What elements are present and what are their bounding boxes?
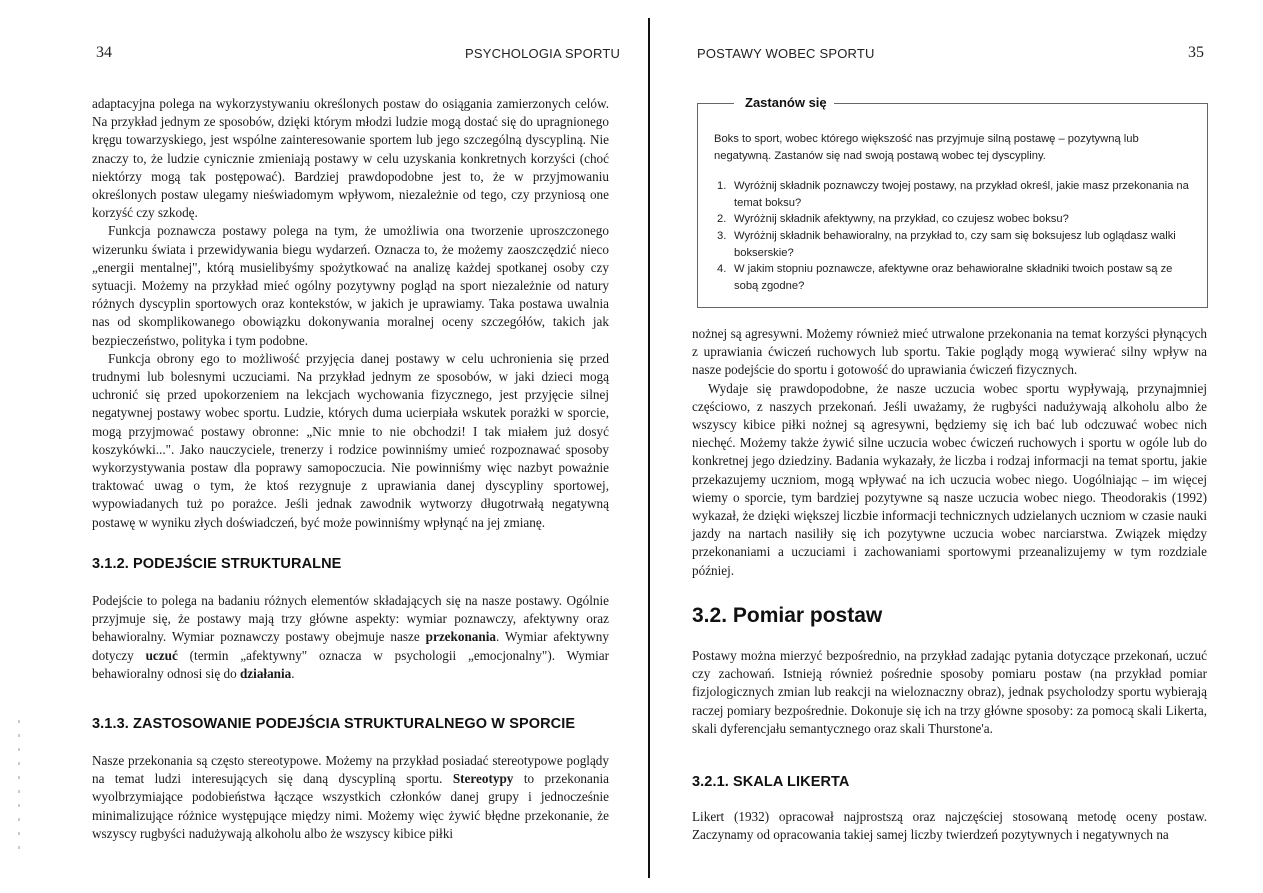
left-paragraph-3: Funkcja obrony ego to możliwość przyjęcia danej postawy w celu uchronienia się przed trudnymi lub bolesnymi uczuciami. Na przykład jednym ze sposobów, w jaki dzieci mogą uchronić się przed upokorzeniem na lekcjach wychowania fizycznego, jest przyjęcie silnej negatywnej postawy wobec sportu. Ludzie, których duma ucierpiała wskutek porażki w sporcie, mogą przyjmować postawy obronne: „Nic mnie to nie obchodzi! I tak miałem już dosyć koszykówki...". Jako nauczyciele, trenerzy i rodzice powinniśmy umieć rozpoznawać sposoby wykorzystywania postaw dla poprawy samopoczucia. Nie powinniśmy więc nazbyt poważnie traktować uwag o tym, że ktoś rezygnuje z uprawiania danej dyscypliny sportowej, wypowiadanych tuż po porażce. Jeśli jednak zawodnik wytworzy długotrwałą negatywną postawę w wyniku złych doświadczeń, być może powinniśmy wpłynąć na jej zmianę.: [92, 350, 609, 530]
section-32-paragraph: Postawy można mierzyć bezpośrednio, na przykład zadając pytania dotyczące przekonań, uczuć czy zachowań. Istnieją również pośrednie sposoby pomiaru postaw (na przykład pomiar fizjologicznych zmian lub reakcji na wieloznaczny obraz), jednak psycholodzy sportu wybierają raczej pomiary bezpośrednie. Dokonuje się ich na trzy główne sposoby: za pomocą skali Likerta, skali dyferencjału semantycznego oraz skali Thurstone'a.: [692, 648, 1207, 736]
section-321-body: [692, 808, 1207, 844]
left-body-top: [92, 95, 609, 532]
right-paragraph-1: nożnej są agresywni. Możemy również mieć utrwalone przekonania na temat korzyści płynących z uprawiania ćwiczeń ruchowych lub sportu. Takie poglądy mogą wywierać silny wpływ na nasze podejście do sportu i gotowość do uprawiania ćwiczeń fizycznych.: [692, 326, 1207, 378]
left-running-head: PSYCHOLOGIA SPORTU: [465, 46, 621, 61]
section-321-heading: 3.2.1. SKALA LIKERTA: [692, 774, 850, 790]
left-paragraph-1: adaptacyjna polega na wykorzystywaniu określonych postaw do osiągania zamierzonych celów. Na przykład jednym ze sposobów, dzięki którym młodzi ludzie mogą dostać się do upragnionego kręgu towarzyskiego, jest wspólne zainteresowanie sportem lub jego szczególną dyscypliną. Nie znaczy to, że ludzie cynicznie zmieniają postawy w celu uzyskania konkretnych korzyści (choć niektórzy mogą tak postępować). Bardziej prawdopodobne jest to, że w przyjmowaniu określonych postaw ulegamy nieświadomym wpływom, niezależnie od tego, czy przyniosą one korzyść czy szkodę.: [92, 96, 609, 221]
term-dzialania: działania: [239, 665, 292, 681]
section-313-heading: 3.1.3. ZASTOSOWANIE PODEJŚCIA STRUKTURALNEGO W SPORCIE: [92, 716, 576, 732]
section-312-body: [92, 592, 609, 683]
box-intro: Boks to sport, wobec którego większość nas przyjmuje silną postawę – pozytywną lub negatywną. Zastanów się nad swoją postawą wobec tej dyscypliny.: [714, 133, 1139, 162]
section-312-heading: 3.1.2. PODEJŚCIE STRUKTURALNE: [92, 556, 342, 572]
right-running-head: POSTAWY WOBEC SPORTU: [697, 46, 875, 61]
right-body-top: [692, 325, 1207, 580]
section-313-paragraph: Nasze przekonania są często stereotypowe. Możemy na przykład posiadać stereotypowe poglądy na temat ludzi interesujących się daną dyscypliną sportu. Stereotypy to przekonania wyolbrzymiające podobieństwa łączące wszystkich członków danej grupy i jednocześnie minimalizujące różnice występujące między nimi. Możemy więc żywić błędne przekonanie, że wszyscy rugbyści nadużywają alkoholu albo że wszyscy kibice piłki: [92, 753, 609, 841]
box-top-rule-left: [697, 103, 734, 104]
term-uczuc: uczuć: [145, 647, 178, 663]
section-312-paragraph: Podejście to polega na badaniu różnych elementów składających się na nasze postawy. Ogólnie przyjmuje się, że postawy mają trzy główne aspekty: wymiar poznawczy, afektywny oraz behawioralny. Wymiar poznawczy postawy obejmuje nasze przekonania. Wymiar afektywny dotyczy uczuć (termin „afektywny" oznacza w psychologii „emocjonalny"). Wymiar behawioralny odnosi się do działania.: [92, 593, 609, 681]
box-question-item: 3. Wyróżnij składnik behawioralny, na przykład to, czy sam się boksujesz lub oglądasz walki bokserskie?: [717, 229, 1176, 259]
box-question-item: 2. Wyróżnij składnik afektywny, na przykład, co czujesz wobec boksu?: [717, 213, 1069, 226]
section-313-body: [92, 752, 609, 843]
section-32-body: [692, 647, 1207, 738]
section-321-paragraph: Likert (1932) opracował najprostszą oraz najczęściej stosowaną metodę oceny postaw. Zaczynamy od opracowania takiej samej liczby twierdzeń pozytywnych i negatywnych na: [692, 809, 1207, 843]
right-page-number: 35: [1188, 44, 1204, 61]
left-page-number: 34: [96, 44, 112, 61]
term-stereotypy: Stereotypy: [452, 771, 514, 787]
right-paragraph-2: Wydaje się prawdopodobne, że nasze uczucia wobec sportu wypływają, przynajmniej częściowo, z naszych przekonań. Jeśli uważamy, że rugbyści nadużywają alkoholu albo że wszyscy kibice piłki nożnej są agresywni, będziemy się ich bać lub odczuwać wobec nich niechęć. Możemy także żywić silne uczucia wobec ćwiczeń ruchowych i sportu w ogóle lub do konkretnej jego dziedziny. Badania wykazały, że liczba i rodzaj informacji na temat sportu, jakie przekazujemy uczniom, mogą wpływać na ich uczucia wobec niego. Uogólniając – im więcej wiemy o sporcie, tym bardziej pozytywne są nasze uczucia wobec niego. Theodorakis (1992) wykazał, że dzięki większej liczbie informacji technicznych udzielanych uczniom w czasie nauki jazdy na nartach nasiliły się ich pozytywne uczucia wobec narciarstwa. Związek między przekonaniami a uczuciami i zachowaniami sportowymi przeanalizujemy w tym rozdziale później.: [692, 380, 1207, 578]
box-question-item: 4. W jakim stopniu poznawcze, afektywne oraz behawioralne składniki twoich postaw są ze sobą zgodne?: [717, 263, 1173, 292]
box-question-item: 1. Wyróżnij składnik poznawczy twojej postawy, na przykład określ, jakie masz przekonania na temat boksu?: [717, 180, 1189, 209]
box-title: Zastanów się: [745, 95, 827, 110]
term-przekonania: przekonania: [425, 629, 496, 645]
box-top-rule-right: [834, 103, 1208, 104]
box-question-list: [714, 178, 1192, 294]
box-body: [714, 131, 1192, 294]
section-32-heading: 3.2. Pomiar postaw: [692, 604, 883, 627]
book-spine: [648, 18, 650, 878]
left-paragraph-2: Funkcja poznawcza postawy polega na tym, że umożliwia ona tworzenie uproszczonego wizerunku świata i przewidywania biegu wydarzeń. Oznacza to, że możemy zaoszczędzić nieco „energii mentalnej", którą musielibyśmy spożytkować na analizę każdej spotkanej osoby czy sytuacji. Możemy na przykład mieć ogólny pozytywny pogląd na sport niezależnie od natury różnych dyscyplin sportowych oraz kontekstów, w jakich je uprawiamy. Taka postawa uwalnia nas od skomplikowanego obowiązku dokonywania moralnej oceny szczegółów, takich jak bezpieczeństwo, polityka i tym podobne.: [92, 223, 609, 348]
margin-scan-marks: [18, 720, 20, 850]
